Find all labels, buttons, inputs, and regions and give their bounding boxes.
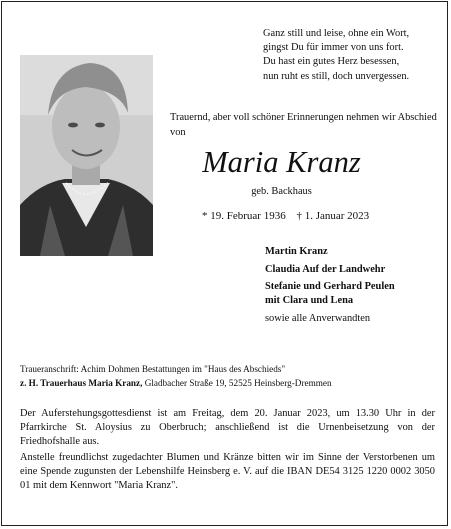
portrait-photo — [20, 55, 153, 256]
deceased-name: Maria Kranz — [202, 145, 361, 179]
poem-line: Du hast ein gutes Herz besessen, — [263, 56, 400, 68]
poem-line: Ganz still und leise, ohne ein Wort, — [263, 28, 410, 39]
service-paragraph: Der Auferstehungsgottesdienst ist am Freitag, dem 20. Januar 2023, um 13.30 Uhr in der Pfarrkirche St. Aloysius zu Oberbruch; anschließend ist die Urnenbeisetzung von der Friedhofshalle aus. — [20, 408, 435, 447]
mourner-name: Stefanie und Gerhard Peulen — [265, 281, 395, 293]
death-date: † 1. Januar 2023 — [296, 210, 370, 222]
mourners-list — [265, 245, 450, 326]
address-line: Traueranschrift: Achim Dohmen Bestattungen im "Haus des Abschieds" — [20, 364, 286, 374]
maiden-name: geb. Backhaus — [251, 186, 312, 197]
poem-line: gingst Du für immer von uns fort. — [263, 42, 404, 54]
mourner-name: Claudia Auf der Landwehr — [265, 263, 386, 275]
obituary-card — [1, 1, 448, 526]
address-recipient: z. H. Trauerhaus Maria Kranz, — [20, 377, 143, 388]
mourner-name: mit Clara und Lena — [265, 295, 354, 307]
mourning-address — [20, 363, 440, 390]
address-street: Gladbacher Straße 19, 52525 Heinsberg-Dremmen — [142, 377, 332, 388]
address-line — [20, 377, 440, 391]
donation-paragraph: Anstelle freundlichst zugedachter Blumen und Kränze bitten wir im Sinne der Verstorbenen um eine Spende zugunsten der Lebenshilfe Heinsberg e. V. auf die IBAN DE54 3125 1220 0002 3050 01 mit dem Kennwort "Maria Kranz". — [20, 452, 435, 491]
mourner-name: Martin Kranz — [265, 246, 328, 257]
poem — [263, 27, 448, 84]
service-info — [20, 407, 435, 495]
poem-line: nun ruht es still, doch unvergessen. — [263, 70, 410, 82]
life-dates — [202, 209, 412, 223]
birth-date: * 19. Februar 1936 — [202, 210, 286, 222]
intro-text: Trauernd, aber voll schöner Erinnerungen nehmen wir Abschied von — [170, 112, 437, 138]
mourners-rest: sowie alle Anverwandten — [265, 312, 371, 324]
